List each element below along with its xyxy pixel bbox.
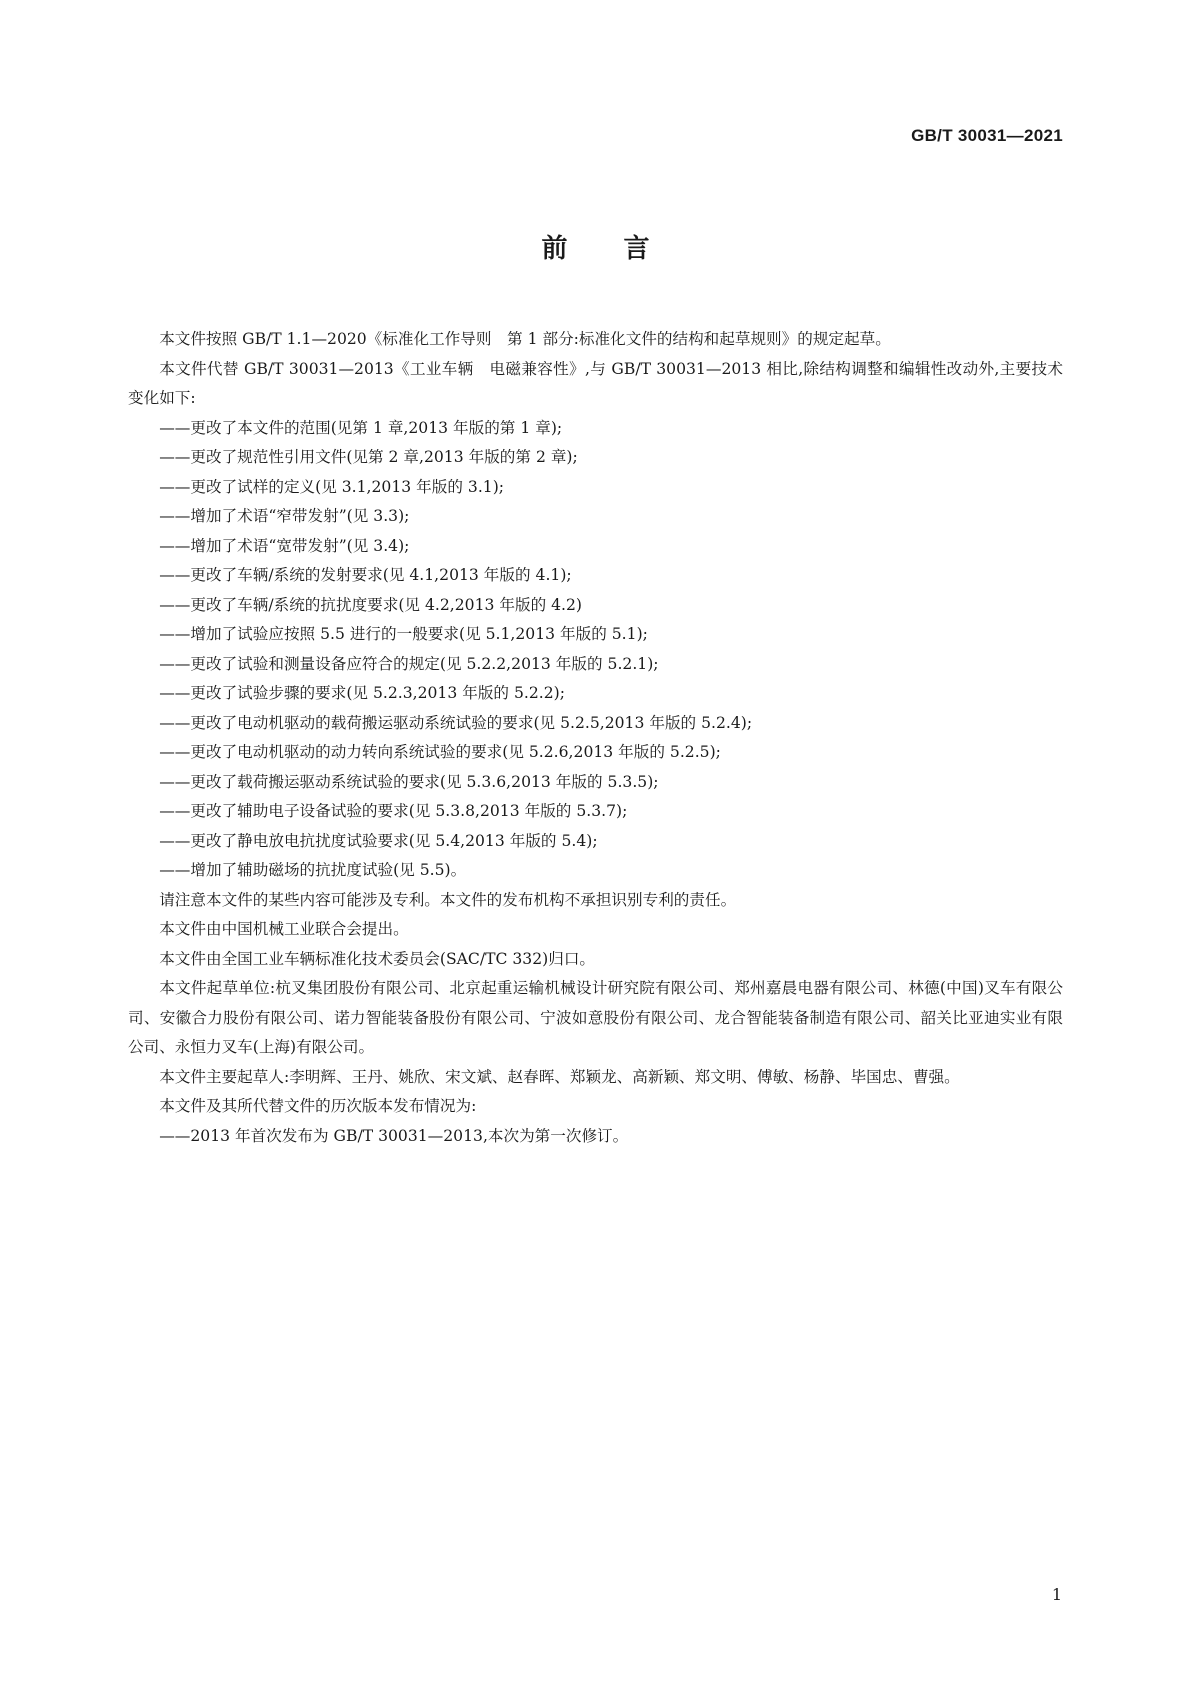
patent-notice: 请注意本文件的某些内容可能涉及专利。本文件的发布机构不承担识别专利的责任。 — [159, 890, 737, 909]
standard-number: GB/T 30031—2021 — [911, 126, 1063, 145]
change-item: ——更改了本文件的范围(见第 1 章,2013 年版的第 1 章); — [159, 418, 563, 437]
change-item: ——增加了术语“宽带发射”(见 3.4); — [159, 536, 410, 555]
change-item: ——更改了电动机驱动的载荷搬运驱动系统试验的要求(见 5.2.5,2013 年版的 5.2.4); — [159, 713, 753, 732]
change-item: ——更改了试样的定义(见 3.1,2013 年版的 3.1); — [159, 477, 505, 496]
change-item: ——更改了载荷搬运驱动系统试验的要求(见 5.3.6,2013 年版的 5.3.5); — [159, 772, 659, 791]
change-item: ——更改了电动机驱动的动力转向系统试验的要求(见 5.2.6,2013 年版的 5.2.5); — [159, 743, 721, 761]
change-item: ——更改了车辆/系统的发射要求(见 4.1,2013 年版的 4.1); — [159, 566, 572, 584]
history-item: ——2013 年首次发布为 GB/T 30031—2013,本次为第一次修订。 — [159, 1126, 629, 1145]
change-item: ——更改了试验和测量设备应符合的规定(见 5.2.2,2013 年版的 5.2.1); — [159, 654, 659, 673]
changes-list — [128, 414, 1063, 886]
main-drafters: 本文件主要起草人:李明辉、王丹、姚欣、宋文斌、赵春晖、郑颖龙、高新颖、郑文明、傅敏、杨静、毕国忠、曹强。 — [159, 1067, 960, 1086]
change-item: ——增加了辅助磁场的抗扰度试验(见 5.5)。 — [159, 861, 467, 879]
paragraph-drafting-basis: 本文件按照 GB/T 1.1—2020《标准化工作导则 第 1 部分:标准化文件的结构和起草规则》的规定起草。 — [159, 330, 891, 348]
change-item: ——更改了规范性引用文件(见第 2 章,2013 年版的第 2 章); — [159, 448, 578, 466]
history-intro: 本文件及其所代替文件的历次版本发布情况为: — [159, 1097, 477, 1115]
change-item: ——更改了试验步骤的要求(见 5.2.3,2013 年版的 5.2.2); — [159, 684, 565, 702]
change-item: ——更改了辅助电子设备试验的要求(见 5.3.8,2013 年版的 5.3.7); — [159, 802, 628, 820]
centralized-statement: 本文件由全国工业车辆标准化技术委员会(SAC/TC 332)归口。 — [159, 949, 596, 968]
page-title: 前言 — [541, 234, 706, 264]
page-number: 1 — [1051, 1585, 1062, 1604]
change-item: ——增加了术语“窄带发射”(见 3.3); — [159, 507, 410, 525]
change-item: ——更改了车辆/系统的抗扰度要求(见 4.2,2013 年版的 4.2) — [159, 595, 583, 614]
drafting-units: 本文件起草单位:杭叉集团股份有限公司、北京起重运输机械设计研究院有限公司、郑州嘉晨电器有限公司、林德(中国)叉车有限公司、安徽合力股份有限公司、诺力智能装备股份有限公司、宁波如意股份有限公司、龙合智能装备制造有限公司、韶关比亚迪实业有限公司、永恒力叉车(上海)有限公司。 — [128, 979, 1063, 1056]
foreword-body — [128, 325, 1063, 1151]
change-item: ——增加了试验应按照 5.5 进行的一般要求(见 5.1,2013 年版的 5.1); — [159, 625, 648, 643]
proposer-statement: 本文件由中国机械工业联合会提出。 — [159, 920, 409, 938]
paragraph-replacement: 本文件代替 GB/T 30031—2013《工业车辆 电磁兼容性》,与 GB/T 30031—2013 相比,除结构调整和编辑性改动外,主要技术变化如下: — [128, 359, 1063, 407]
change-item: ——更改了静电放电抗扰度试验要求(见 5.4,2013 年版的 5.4); — [159, 831, 598, 850]
